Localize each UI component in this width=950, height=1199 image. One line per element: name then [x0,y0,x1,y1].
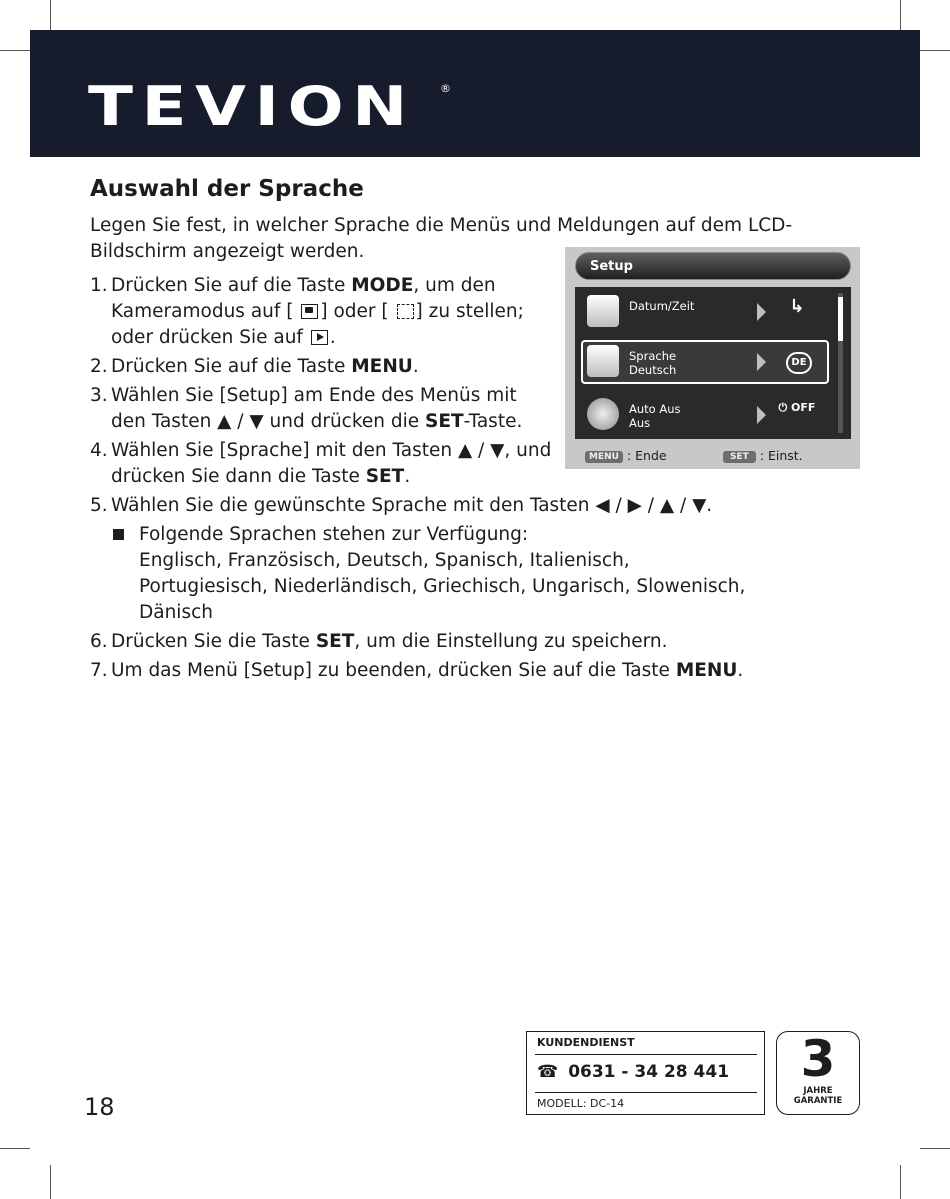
service-phone: ☎ 0631 - 34 28 441 [537,1062,730,1082]
set-key-icon: SET [723,451,756,463]
crop-mark [900,1165,901,1199]
power-off-icon: ⏻ OFF [778,401,816,414]
step-3: 3. Wählen Sie [Setup] am Ende des Menüs mit den Tasten ▲ / ▼ und drücken die SET-Taste. [90,385,523,432]
crop-mark [0,50,30,51]
clock-icon [587,295,619,327]
crop-mark [920,1148,950,1149]
step-6: 6. Drücken Sie die Taste SET, um die Einstellung zu speichern. [90,631,668,652]
warranty-years: 3 [800,1030,836,1088]
lcd-footer-set: SET : Einst. [723,448,803,463]
step-7: 7. Um das Menü [Setup] zu beenden, drücken Sie auf die Taste MENU. [90,660,744,681]
crop-mark [50,1165,51,1199]
arrow-right-icon [757,303,766,321]
lcd-setup-screenshot [565,247,860,469]
enter-icon: ↳ [789,296,805,317]
lcd-menu-panel [575,287,851,439]
lcd-scrollbar-thumb [838,297,843,341]
intro-text: Legen Sie fest, in welcher Sprache die Menüs und Meldungen auf dem LCD-Bildschirm angezeigt werden. [90,215,793,262]
lcd-row-autooff: Auto Aus Aus ⏻ OFF [581,393,829,437]
language-de-icon: DE [786,352,812,374]
step-2: 2. Drücken Sie auf die Taste MENU. [90,356,419,377]
language-icon [587,345,619,377]
step-1: 1. Drücken Sie auf die Taste MODE, um den Kameramodus auf [ ] oder [ ] zu stellen; oder drücken Sie auf . [90,275,524,348]
arrow-right-icon [757,406,766,424]
warranty-badge: 3 JAHRE GARANTIE [776,1031,860,1115]
lcd-title: Setup [575,252,851,280]
crop-mark [900,0,901,30]
language-note: Folgende Sprachen stehen zur Verfügung: Englisch, Französisch, Deutsch, Spanisch, Italienisch, Portugiesisch, Niederländisch, Griechisch, Ungarisch, Slowenisch, Dänisch [111,522,870,626]
model-label: MODELL: DC-14 [537,1097,625,1110]
video-mode-icon [397,304,414,319]
playback-icon [311,330,328,345]
step-4: 4. Wählen Sie [Sprache] mit den Tasten ▲ / ▼, und drücken Sie dann die Taste SET. [90,440,552,487]
section-title: Auswahl der Sprache [90,176,364,202]
step-5: 5. Wählen Sie die gewünschte Sprache mit den Tasten ◀ / ▶ / ▲ / ▼. Folgende Sprachen stehen zur Verfügung: Englisch, Französisch, Deutsch, Spanisch, Italienisch, Portugiesisch, Niederländisch, Griechisch, Ungarisch, Slowenisch, Dänisch [90,493,870,626]
camera-mode-icon [301,304,318,319]
menu-key-icon: MENU [585,451,623,463]
page-number: 18 [84,1093,115,1121]
lcd-row-datetime: Datum/Zeit ↳ [581,290,829,334]
crop-mark [50,0,51,30]
service-box [526,1031,765,1115]
crop-mark [0,1148,30,1149]
arrow-right-icon [757,353,766,371]
power-icon [587,398,619,430]
crop-mark [920,50,950,51]
phone-icon: ☎ [537,1062,559,1082]
bullet-square-icon [113,529,124,540]
divider [535,1054,757,1055]
brand-logo: TEVION [88,75,416,138]
language-list: Englisch, Französisch, Deutsch, Spanisch, Italienisch, Portugiesisch, Niederländisch, Griechisch, Ungarisch, Slowenisch, Dänisch [139,550,746,623]
divider [535,1092,757,1093]
lcd-footer-menu: MENU : Ende [585,448,667,463]
service-label: KUNDENDIENST [537,1036,635,1049]
lcd-row-language: Sprache Deutsch DE [581,340,829,384]
registered-mark: ® [440,82,451,95]
